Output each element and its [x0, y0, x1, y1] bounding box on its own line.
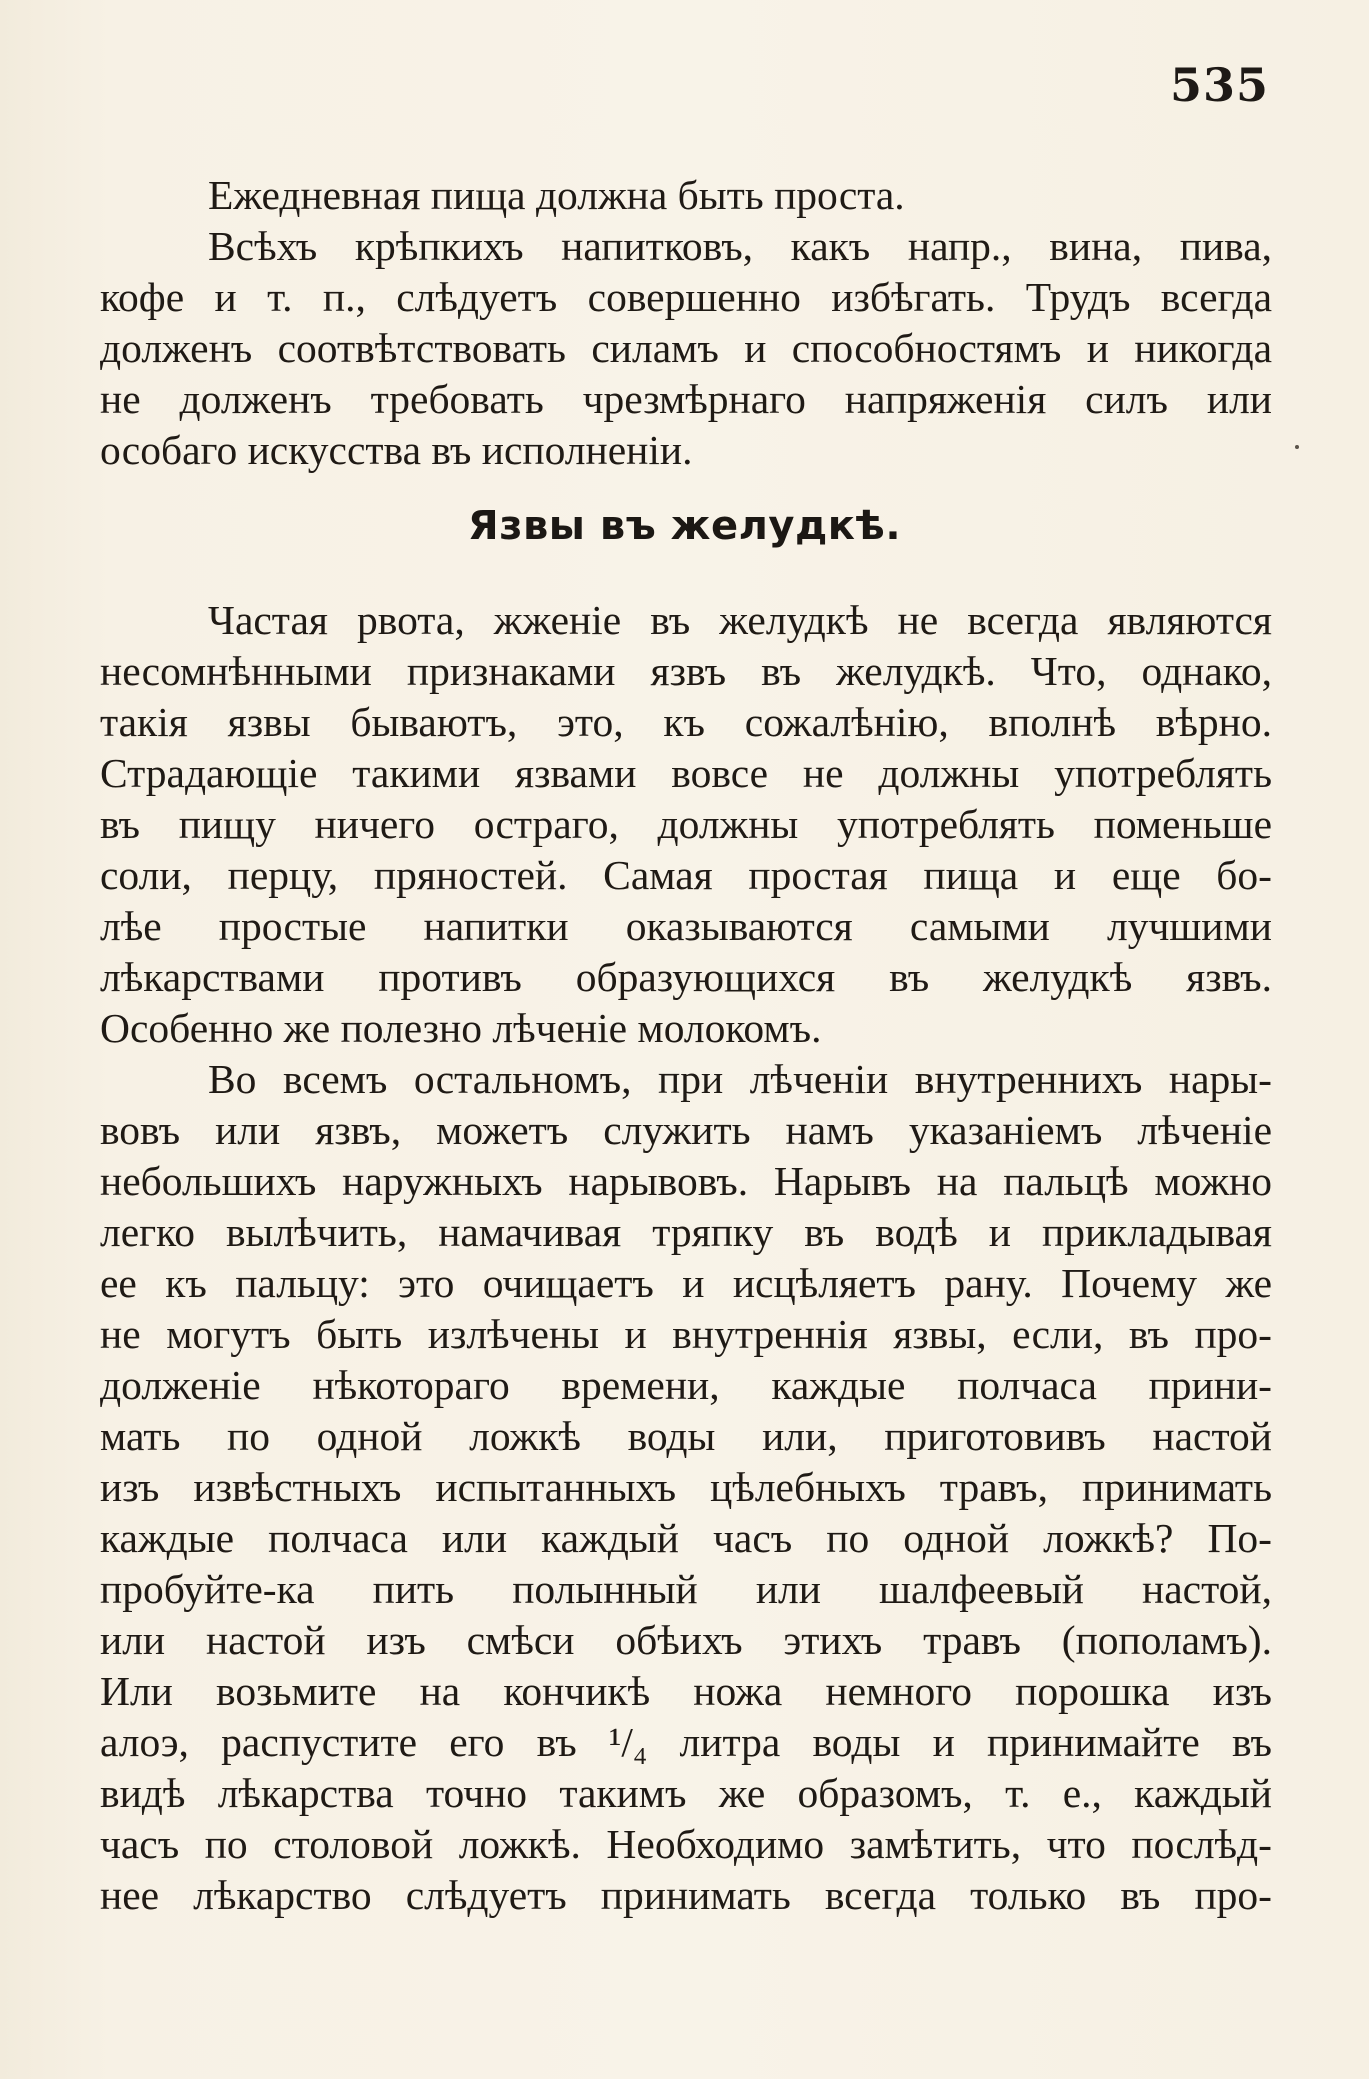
- text-line: Страдающіе такими язвами вовсе не должны употреблять: [100, 750, 1272, 796]
- text-line: несомнѣнными признаками язвъ въ желудкѣ. Что, однако,: [100, 648, 1272, 694]
- text-line: Частая рвота, жженіе въ желудкѣ не всегда являются: [208, 597, 1272, 643]
- text-line: часъ по столовой ложкѣ. Необходимо замѣтить, что послѣд-: [100, 1821, 1272, 1867]
- text-line: ее къ пальцу: это очищаетъ и исцѣляетъ рану. Почему же: [100, 1260, 1272, 1306]
- text-line: особаго искусства въ исполненіи.: [100, 427, 693, 473]
- text-line: соли, перцу, пряностей. Самая простая пища и еще бо-: [100, 852, 1272, 898]
- text-line: въ пищу ничего остраго, должны употреблять поменьше: [100, 801, 1272, 847]
- text-line: долженіе нѣкотораго времени, каждые полчаса прини-: [100, 1362, 1272, 1408]
- text-line: долженъ соотвѣтствовать силамъ и способностямъ и никогда: [100, 325, 1272, 371]
- text-line: Ежедневная пища должна быть проста.: [208, 172, 905, 218]
- text-line: такія язвы бываютъ, это, къ сожалѣнію, вполнѣ вѣрно.: [100, 699, 1272, 745]
- text-line: не могутъ быть излѣчены и внутреннія язвы, если, въ про-: [100, 1311, 1272, 1357]
- text-line: изъ извѣстныхъ испытанныхъ цѣлебныхъ травъ, принимать: [100, 1464, 1272, 1510]
- text-line: или настой изъ смѣси обѣихъ этихъ травъ (пополамъ).: [100, 1617, 1272, 1663]
- text-line: Особенно же полезно лѣченіе молокомъ.: [100, 1005, 822, 1051]
- text-line: алоэ, распустите его въ ¹/₄ литра воды и принимайте въ: [100, 1719, 1272, 1765]
- text-line: легко вылѣчить, намачивая тряпку въ водѣ и прикладывая: [100, 1209, 1272, 1255]
- text-line: мать по одной ложкѣ воды или, приготовивъ настой: [100, 1413, 1272, 1459]
- text-line: нее лѣкарство слѣдуетъ принимать всегда только въ про-: [100, 1872, 1272, 1918]
- paragraph-intro: [100, 170, 1272, 476]
- text-line: Всѣхъ крѣпкихъ напитковъ, какъ напр., вина, пива,: [208, 223, 1272, 269]
- text-line: небольшихъ наружныхъ нарывовъ. Нарывъ на пальцѣ можно: [100, 1158, 1272, 1204]
- text-line: видѣ лѣкарства точно такимъ же образомъ, т. е., каждый: [100, 1770, 1272, 1816]
- text-line: не долженъ требовать чрезмѣрнаго напряженія силъ или: [100, 376, 1272, 422]
- text-line: каждые полчаса или каждый часъ по одной ложкѣ? По-: [100, 1515, 1272, 1561]
- print-speck: [1295, 445, 1299, 449]
- text-line: вовъ или язвъ, можетъ служить намъ указаніемъ лѣченіе: [100, 1107, 1272, 1153]
- page-number: 535: [1169, 58, 1269, 112]
- paragraph-body: [100, 595, 1272, 1921]
- text-line: пробуйте-ка пить полынный или шалфеевый настой,: [100, 1566, 1272, 1612]
- section-heading: Язвы въ желудкѣ.: [467, 503, 902, 549]
- text-line: кофе и т. п., слѣдуетъ совершенно избѣгать. Трудъ всегда: [100, 274, 1272, 320]
- text-line: Или возьмите на кончикѣ ножа немного порошка изъ: [100, 1668, 1272, 1714]
- text-line: лѣе простые напитки оказываются самыми лучшими: [100, 903, 1272, 949]
- text-line: Во всемъ остальномъ, при лѣченіи внутреннихъ нары-: [208, 1056, 1272, 1102]
- text-line: лѣкарствами противъ образующихся въ желудкѣ язвъ.: [100, 954, 1272, 1000]
